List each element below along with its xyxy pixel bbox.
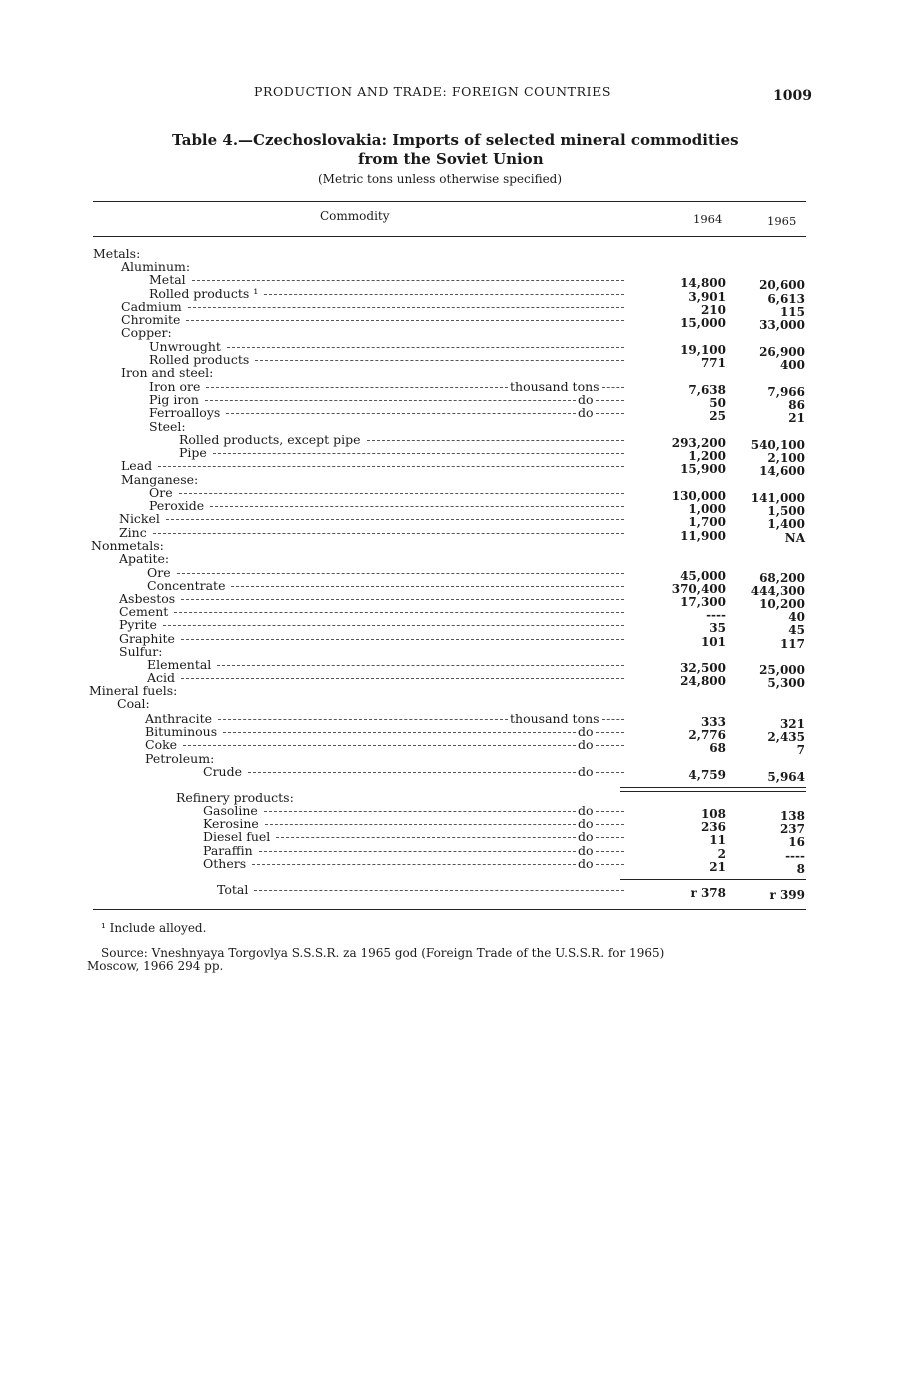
column-header-1965: 1965 [767, 214, 797, 228]
value-1965: 7,966 [767, 385, 805, 399]
table-row [0, 697, 901, 710]
row-unit: do [578, 764, 594, 779]
value-1964: 1,200 [688, 449, 726, 463]
row-label-pig-iron: Pig iron [149, 392, 199, 407]
leader-dots [259, 851, 576, 852]
value-1964: 2 [717, 847, 726, 861]
value-1965: 444,300 [750, 584, 805, 598]
row-label-unwrought: Unwrought [149, 339, 221, 354]
row-label-others: Others [203, 856, 247, 871]
value-1964: 236 [700, 820, 726, 834]
leader-dots [602, 387, 624, 388]
running-head: PRODUCTION AND TRADE: FOREIGN COUNTRIES [254, 84, 612, 99]
value-1964: 771 [700, 356, 726, 370]
value-1965: 115 [779, 305, 805, 319]
value-1965: 2,435 [767, 730, 805, 744]
column-header-commodity: Commodity [320, 209, 390, 223]
value-1964: 68 [709, 741, 726, 755]
value-1965: 6,613 [767, 292, 805, 306]
leader-dots [596, 824, 624, 825]
table-row [0, 272, 901, 292]
leader-dots [181, 678, 624, 679]
value-1964: 15,900 [680, 462, 726, 476]
header-bottom-rule [93, 236, 806, 237]
leader-dots [181, 599, 624, 600]
table-row [0, 843, 901, 863]
row-label-coke: Coke [145, 737, 178, 752]
value-1965: 45 [788, 623, 805, 637]
petroleum-total-rule [620, 787, 806, 792]
row-unit: do [578, 856, 594, 871]
leader-dots [166, 519, 624, 520]
value-1965: 20,600 [759, 278, 805, 292]
row-label-manganese: Manganese: [121, 472, 199, 487]
row-label-rolled-products-except-pipe: Rolled products, except pipe [179, 432, 361, 447]
table-row [0, 856, 901, 876]
leader-dots [264, 811, 576, 812]
value-1964: 32,500 [680, 661, 726, 675]
leader-dots [153, 533, 624, 534]
leader-dots [183, 745, 576, 746]
table-row [0, 657, 901, 677]
table-row [0, 485, 901, 505]
row-label-kerosine: Kerosine [203, 816, 259, 831]
leader-dots [227, 347, 624, 348]
leader-dots [217, 665, 624, 666]
row-label-bituminous: Bituminous [145, 724, 218, 739]
leader-dots [254, 890, 624, 891]
table-row [0, 432, 901, 452]
row-label-refinery-products: Refinery products: [176, 790, 294, 805]
leader-dots [596, 851, 624, 852]
value-1965: 5,964 [767, 770, 805, 784]
row-label-diesel-fuel: Diesel fuel [203, 829, 271, 844]
row-label-zinc: Zinc [119, 525, 147, 540]
leader-dots [596, 864, 624, 865]
row-label-chromite: Chromite [121, 312, 181, 327]
row-label-anthracite: Anthracite [145, 711, 212, 726]
row-label-rolled-products: Rolled products ¹ [149, 286, 259, 301]
row-unit: thousand tons [510, 711, 600, 726]
leader-dots [596, 413, 624, 414]
table-row [0, 882, 901, 902]
value-1965: 7 [796, 743, 805, 757]
row-label-pyrite: Pyrite [119, 617, 157, 632]
row-unit: do [578, 392, 594, 407]
value-1965: NA [784, 531, 805, 545]
leader-dots [179, 493, 624, 494]
table-row [0, 752, 901, 765]
value-1964: 24,800 [680, 674, 726, 688]
leader-dots [596, 772, 624, 773]
value-1964: 130,000 [671, 489, 726, 503]
row-label-steel: Steel: [149, 419, 186, 434]
value-1964: 14,800 [680, 276, 726, 290]
leader-dots [596, 732, 624, 733]
value-1965: 321 [779, 717, 805, 731]
table-top-rule [93, 201, 806, 202]
leader-dots [186, 320, 624, 321]
value-1965: 540,100 [750, 438, 805, 452]
value-1965: 1,400 [767, 517, 805, 531]
value-1964: 25 [709, 409, 726, 423]
value-1965: 117 [779, 637, 805, 651]
value-1965: 8 [796, 862, 805, 876]
leader-dots [276, 837, 576, 838]
value-1964: 50 [709, 396, 726, 410]
leader-dots [367, 440, 625, 441]
footnote: ¹ Include alloyed. [101, 921, 207, 935]
value-1964: 210 [700, 303, 726, 317]
row-label-rolled-products: Rolled products [149, 352, 250, 367]
leader-dots [264, 294, 624, 295]
leader-dots [596, 811, 624, 812]
row-label-elemental: Elemental [147, 657, 212, 672]
leader-dots [158, 466, 624, 467]
value-1964: 4,759 [688, 768, 726, 782]
value-1964: 17,300 [680, 595, 726, 609]
table-row [0, 366, 901, 379]
row-label-copper: Copper: [121, 325, 172, 340]
leader-dots [226, 413, 576, 414]
leader-dots [206, 387, 508, 388]
row-label-concentrate: Concentrate [147, 578, 226, 593]
value-1964: 370,400 [671, 582, 726, 596]
table-row [0, 803, 901, 823]
leader-dots [210, 506, 624, 507]
row-label-sulfur: Sulfur: [119, 644, 163, 659]
value-1964: 1,700 [688, 515, 726, 529]
row-label-mineral-fuels: Mineral fuels: [89, 683, 178, 698]
leader-dots [192, 280, 624, 281]
source-note-continued: Moscow, 1966 294 pp. [87, 959, 224, 973]
table-subtitle: (Metric tons unless otherwise specified) [318, 172, 563, 186]
table-title: Table 4.—Czechoslovakia: Imports of selected mineral commodities [172, 131, 739, 149]
table-row [0, 791, 901, 804]
row-unit: do [578, 843, 594, 858]
value-1965: 86 [788, 398, 805, 412]
leader-dots [602, 719, 624, 720]
value-1965: 21 [788, 411, 805, 425]
row-label-metal: Metal [149, 272, 186, 287]
value-1965: 138 [779, 809, 805, 823]
value-1964: 2,776 [688, 728, 726, 742]
row-label-lead: Lead [121, 458, 153, 473]
leader-dots [596, 400, 624, 401]
leader-dots [596, 745, 624, 746]
value-1965: 33,000 [759, 318, 805, 332]
leader-dots [223, 732, 576, 733]
leader-dots [188, 307, 624, 308]
leader-dots [218, 719, 508, 720]
source-note: Source: Vneshnyaya Torgovlya S.S.S.R. za 1965 god (Foreign Trade of the U.S.S.R. for 1965) [101, 946, 665, 960]
value-1964: r 378 [690, 886, 726, 900]
value-1965: 5,300 [767, 676, 805, 690]
value-1965: 10,200 [759, 597, 805, 611]
leader-dots [231, 586, 624, 587]
value-1964: 101 [700, 635, 726, 649]
leader-dots [248, 772, 576, 773]
value-1964: 7,638 [688, 383, 726, 397]
value-1965: 16 [788, 835, 805, 849]
row-label-pipe: Pipe [179, 445, 207, 460]
row-unit: do [578, 724, 594, 739]
value-1964: 35 [709, 621, 726, 635]
row-label-gasoline: Gasoline [203, 803, 258, 818]
value-1964: 19,100 [680, 343, 726, 357]
table-row [0, 420, 901, 433]
value-1965: ---- [785, 849, 805, 863]
leader-dots [205, 400, 576, 401]
leader-dots [252, 864, 576, 865]
value-1965: 26,900 [759, 345, 805, 359]
row-label-coal: Coal: [117, 696, 150, 711]
table-row [0, 711, 901, 731]
table-row [0, 565, 901, 585]
row-label-apatite: Apatite: [119, 551, 170, 566]
value-1964: 15,000 [680, 316, 726, 330]
row-label-graphite: Graphite [119, 631, 175, 646]
value-1964: 333 [700, 715, 726, 729]
row-label-ferroalloys: Ferroalloys [149, 405, 221, 420]
row-label-total: Total [217, 882, 249, 897]
row-label-crude: Crude [203, 764, 242, 779]
column-header-1964: 1964 [693, 212, 723, 226]
row-label-nickel: Nickel [119, 511, 160, 526]
value-1965: 68,200 [759, 571, 805, 585]
leader-dots [163, 625, 624, 626]
table-row [0, 473, 901, 486]
page-number: 1009 [773, 88, 812, 104]
value-1964: 108 [700, 807, 726, 821]
leader-dots [596, 837, 624, 838]
leader-dots [255, 360, 624, 361]
table-title-continued: from the Soviet Union [358, 150, 544, 168]
table-bottom-rule [93, 909, 806, 910]
row-label-asbestos: Asbestos [119, 591, 176, 606]
row-label-metals: Metals: [93, 246, 141, 261]
row-label-aluminum: Aluminum: [121, 259, 191, 274]
value-1965: r 399 [769, 888, 805, 902]
row-label-acid: Acid [147, 670, 176, 685]
value-1964: 1,000 [688, 502, 726, 516]
value-1965: 14,600 [759, 464, 805, 478]
row-label-iron-and-steel: Iron and steel: [121, 365, 214, 380]
table-row [0, 260, 901, 273]
value-1964: ---- [706, 608, 726, 622]
row-unit: do [578, 803, 594, 818]
row-label-ore: Ore [147, 565, 171, 580]
value-1964: 21 [709, 860, 726, 874]
leader-dots [174, 612, 624, 613]
row-label-iron-ore: Iron ore [149, 379, 201, 394]
value-1965: 141,000 [750, 491, 805, 505]
row-label-cadmium: Cadmium [121, 299, 182, 314]
row-unit: thousand tons [510, 379, 600, 394]
value-1964: 3,901 [688, 290, 726, 304]
row-label-nonmetals: Nonmetals: [91, 538, 164, 553]
value-1965: 400 [779, 358, 805, 372]
leader-dots [181, 639, 624, 640]
value-1965: 1,500 [767, 504, 805, 518]
value-1964: 11 [709, 833, 726, 847]
value-1964: 11,900 [680, 529, 726, 543]
row-unit: do [578, 816, 594, 831]
row-unit: do [578, 405, 594, 420]
value-1965: 40 [788, 610, 805, 624]
row-label-peroxide: Peroxide [149, 498, 205, 513]
row-label-ore: Ore [149, 485, 173, 500]
value-1965: 25,000 [759, 663, 805, 677]
row-unit: do [578, 829, 594, 844]
value-1964: 45,000 [680, 569, 726, 583]
total-rule [620, 879, 806, 880]
row-unit: do [578, 737, 594, 752]
table-row [0, 339, 901, 359]
value-1965: 237 [779, 822, 805, 836]
row-label-paraffin: Paraffin [203, 843, 253, 858]
value-1965: 2,100 [767, 451, 805, 465]
table-row [0, 552, 901, 565]
leader-dots [177, 573, 624, 574]
table-row [0, 379, 901, 399]
value-1964: 293,200 [671, 436, 726, 450]
row-label-petroleum: Petroleum: [145, 751, 215, 766]
leader-dots [265, 824, 576, 825]
leader-dots [213, 453, 624, 454]
row-label-cement: Cement [119, 604, 169, 619]
table-row [0, 326, 901, 339]
table-row [0, 645, 901, 658]
table-row [0, 764, 901, 784]
